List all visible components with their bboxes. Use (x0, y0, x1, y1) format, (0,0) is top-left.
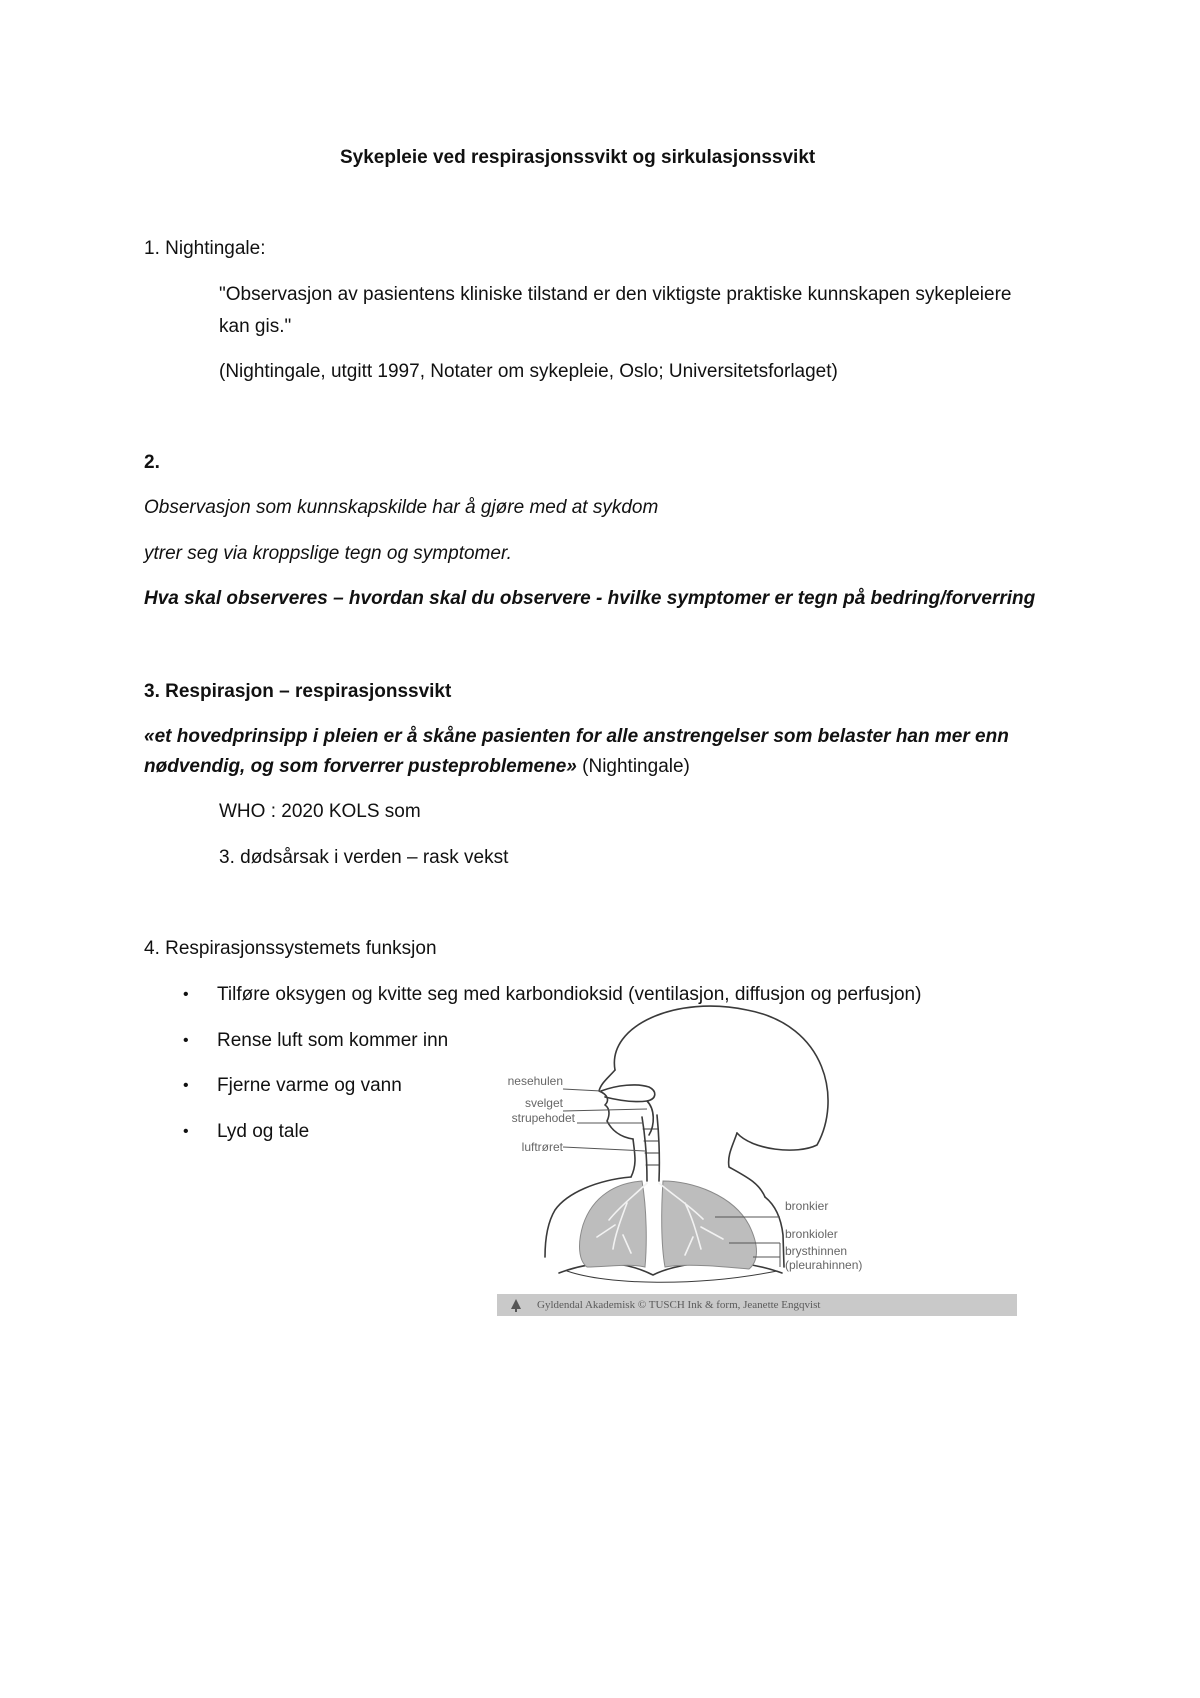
label-bronkier: bronkier (785, 1199, 829, 1213)
figure-caption: Gyldendal Akademisk © TUSCH Ink & form, Jeanette Engqvist (537, 1299, 821, 1311)
label-luftroret: luftrøret (521, 1140, 563, 1154)
section-3-quote-line-2-wrap (144, 755, 690, 779)
figure-caption-bar (497, 1294, 1017, 1316)
section-3-heading: 3. Respirasjon – respirasjonssvikt (144, 681, 452, 702)
publisher-logo-icon (509, 1298, 523, 1312)
function-bullet-2: Rense luft som kommer inn (217, 1030, 449, 1051)
section-3-quote-line-1: «et hovedprinsipp i pleien er å skåne pasienten for alle anstrengelser som belaster han mer enn (144, 726, 1009, 747)
death-cause-rank-line: 3. dødsårsak i verden – rask vekst (219, 847, 509, 868)
bullet-marker: • (183, 1032, 189, 1049)
section-3-quote-line-2: nødvendig, og som forverrer pusteproblemene» (144, 756, 577, 777)
section-3-quote-attribution: (Nightingale) (576, 756, 690, 777)
bullet-marker: • (183, 986, 189, 1003)
label-strupehodet: strupehodet (511, 1111, 575, 1125)
section-1-heading: 1. Nightingale: (144, 238, 266, 259)
who-line: WHO : 2020 KOLS som (219, 801, 421, 822)
section-2-line-3: Hva skal observeres – hvordan skal du observere - hvilke symptomer er tegn på bedring/forverring (144, 588, 1036, 609)
nightingale-citation: (Nightingale, utgitt 1997, Notater om sykepleie, Oslo; Universitetsforlaget) (219, 361, 838, 382)
section-4-heading: 4. Respirasjonssystemets funksjon (144, 938, 437, 959)
lungs (580, 1181, 757, 1269)
label-pleurahinnen: (pleurahinnen) (785, 1258, 863, 1272)
function-bullet-1: Tilføre oksygen og kvitte seg med karbondioksid (ventilasjon, diffusjon og perfusjon) (217, 984, 922, 1005)
bullet-marker: • (183, 1077, 189, 1094)
section-2-line-2: ytrer seg via kroppslige tegn og symptomer. (144, 543, 512, 564)
label-nesehulen: nesehulen (507, 1074, 563, 1088)
function-bullet-3: Fjerne varme og vann (217, 1075, 402, 1096)
function-bullet-4: Lyd og tale (217, 1121, 310, 1142)
left-lung (662, 1181, 757, 1269)
document-title: Sykepleie ved respirasjonssvikt og sirkulasjonssvikt (340, 147, 816, 168)
nightingale-quote-line-2: kan gis." (219, 316, 292, 337)
nightingale-quote-line-1: "Observasjon av pasientens kliniske tilstand er den viktigste praktiske kunnskapen sykepleiere (219, 284, 1012, 305)
label-bronkioler: bronkioler (785, 1227, 838, 1241)
section-2-heading: 2. (144, 452, 160, 473)
bullet-marker: • (183, 1123, 189, 1140)
section-2-line-1: Observasjon som kunnskapskilde har å gjøre med at sykdom (144, 497, 659, 518)
respiratory-anatomy-svg (497, 1005, 1017, 1295)
label-brysthinnen: brysthinnen (785, 1244, 848, 1258)
respiratory-system-illustration (497, 1005, 1017, 1317)
label-svelget: svelget (524, 1096, 563, 1110)
